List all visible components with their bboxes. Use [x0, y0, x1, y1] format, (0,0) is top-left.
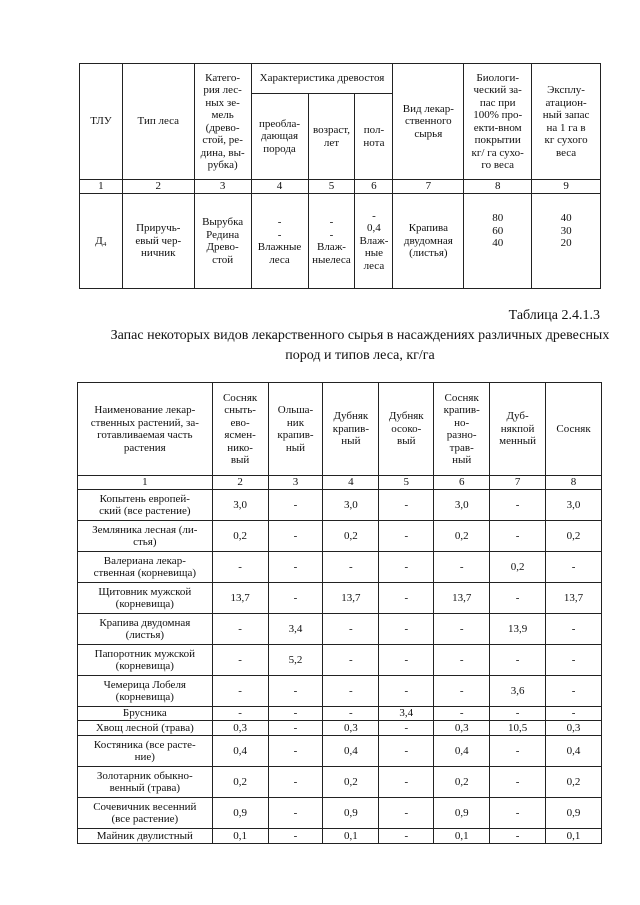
column-number-row: [80, 180, 601, 194]
header-age: возраст, лет: [308, 94, 355, 180]
value-cell: 0,2: [212, 767, 268, 798]
value-cell: 0,2: [546, 767, 602, 798]
value-cell: -: [268, 707, 323, 721]
value-cell: -: [434, 645, 490, 676]
value-cell: -: [490, 798, 546, 829]
col-number: 4: [323, 476, 379, 490]
header-alder-nettle: Ольша- ник крапив- ный: [268, 383, 323, 476]
value-cell: 0,3: [546, 721, 602, 736]
value-cell: 0,3: [434, 721, 490, 736]
value-cell: -: [268, 798, 323, 829]
value-cell: -: [379, 767, 434, 798]
value-cell: -: [434, 552, 490, 583]
table-row: [78, 645, 602, 676]
cell-age: - - Влаж- ныелеса: [308, 194, 355, 289]
cell-exploit-stock: 40 30 20: [532, 194, 601, 289]
plant-name-cell: Валериана лекар- ственная (корневища): [78, 552, 213, 583]
col-number: 3: [268, 476, 323, 490]
header-forest-type: Тип леса: [122, 64, 194, 180]
cell-raw-type: Крапива двудомная (листья): [393, 194, 464, 289]
plant-name-cell: Золотарник обыкно- венный (трава): [78, 767, 213, 798]
value-cell: 13,7: [212, 583, 268, 614]
value-cell: -: [379, 676, 434, 707]
value-cell: -: [379, 521, 434, 552]
table-row: [78, 767, 602, 798]
value-cell: 0,1: [434, 829, 490, 844]
table-number: Таблица 2.4.1.3: [508, 308, 600, 323]
plant-name-cell: Щитовник мужской (корневища): [78, 583, 213, 614]
value-cell: -: [379, 552, 434, 583]
value-cell: 13,7: [546, 583, 602, 614]
value-cell: 0,1: [323, 829, 379, 844]
table-row: [78, 552, 602, 583]
col-number: 5: [379, 476, 434, 490]
value-cell: 0,9: [434, 798, 490, 829]
value-cell: 5,2: [268, 645, 323, 676]
value-cell: -: [490, 583, 546, 614]
value-cell: -: [212, 707, 268, 721]
value-cell: 0,4: [212, 736, 268, 767]
cell-land-category: Вырубка Редина Древо- стой: [194, 194, 251, 289]
col-number: 2: [122, 180, 194, 194]
value-cell: -: [323, 707, 379, 721]
cell-bio-stock: 80 60 40: [464, 194, 532, 289]
value-cell: -: [379, 490, 434, 521]
value-cell: -: [490, 829, 546, 844]
value-cell: 3,0: [212, 490, 268, 521]
value-cell: 3,0: [546, 490, 602, 521]
plant-name-cell: Копытень европей- ский (все растение): [78, 490, 213, 521]
value-cell: 13,7: [434, 583, 490, 614]
value-cell: -: [379, 614, 434, 645]
value-cell: 0,1: [212, 829, 268, 844]
col-number: 9: [532, 180, 601, 194]
table-row: [78, 829, 602, 844]
value-cell: -: [323, 614, 379, 645]
value-cell: 3,4: [379, 707, 434, 721]
header-oak-nettle: Дубняк крапив- ный: [323, 383, 379, 476]
plant-name-cell: Земляника лесная (ли- стья): [78, 521, 213, 552]
value-cell: 10,5: [490, 721, 546, 736]
plant-name-cell: Папоротник мужской (корневища): [78, 645, 213, 676]
value-cell: -: [379, 645, 434, 676]
col-number: 8: [546, 476, 602, 490]
value-cell: -: [490, 645, 546, 676]
forest-characteristics-table: [79, 63, 601, 289]
plant-name-cell: Хвощ лесной (трава): [78, 721, 213, 736]
value-cell: -: [490, 736, 546, 767]
header-pine: Сосняк: [546, 383, 602, 476]
value-cell: 0,2: [434, 767, 490, 798]
header-raw-type: Вид лекар- ственного сырья: [393, 64, 464, 180]
table-body: [78, 490, 602, 844]
value-cell: -: [268, 583, 323, 614]
value-cell: 3,0: [434, 490, 490, 521]
value-cell: -: [546, 645, 602, 676]
value-cell: 13,7: [323, 583, 379, 614]
header-exploit-stock: Эксплу- атацион- ный запас на 1 га в кг сухого веса: [532, 64, 601, 180]
plant-name-cell: Чемерица Лобеля (корневища): [78, 676, 213, 707]
value-cell: -: [268, 721, 323, 736]
value-cell: 3,6: [490, 676, 546, 707]
cell-density: - 0,4 Влаж- ные леса: [355, 194, 393, 289]
header-land-category: Катего- рия лес- ных зе- мель (древо- стой, ре- дина, вы- рубка): [194, 64, 251, 180]
value-cell: -: [268, 829, 323, 844]
value-cell: 0,2: [546, 521, 602, 552]
value-cell: -: [268, 490, 323, 521]
col-number: 7: [490, 476, 546, 490]
col-number: 6: [355, 180, 393, 194]
table-row: [78, 583, 602, 614]
plant-name-cell: Крапива двудомная (листья): [78, 614, 213, 645]
header-tlu: ТЛУ: [80, 64, 123, 180]
value-cell: -: [546, 552, 602, 583]
value-cell: -: [490, 521, 546, 552]
value-cell: -: [434, 707, 490, 721]
table-row: [78, 736, 602, 767]
header-bio-stock: Биологи- ческий за- пас при 100% про- екти-вном покрытии кг/ га сухо- го веса: [464, 64, 532, 180]
col-number: 2: [212, 476, 268, 490]
value-cell: -: [268, 552, 323, 583]
col-number: 1: [80, 180, 123, 194]
value-cell: 0,2: [323, 767, 379, 798]
value-cell: -: [379, 583, 434, 614]
value-cell: 0,1: [546, 829, 602, 844]
value-cell: 0,4: [434, 736, 490, 767]
table-row: [78, 798, 602, 829]
header-density: пол- нота: [355, 94, 393, 180]
cell-forest-type: Приручь- евый чер- ничник: [122, 194, 194, 289]
value-cell: -: [379, 721, 434, 736]
value-cell: -: [379, 798, 434, 829]
column-number-row: [78, 476, 602, 490]
value-cell: -: [212, 614, 268, 645]
value-cell: -: [323, 552, 379, 583]
value-cell: -: [212, 645, 268, 676]
col-number: 1: [78, 476, 213, 490]
value-cell: 0,3: [212, 721, 268, 736]
table-title: Запас некоторых видов лекарственного сырья в насаждениях различных древесных пород и типов леса, кг/га: [110, 328, 610, 363]
col-number: 3: [194, 180, 251, 194]
value-cell: 13,9: [490, 614, 546, 645]
plant-name-cell: Брусника: [78, 707, 213, 721]
value-cell: -: [268, 521, 323, 552]
value-cell: -: [379, 736, 434, 767]
col-number: 4: [251, 180, 308, 194]
value-cell: 0,2: [490, 552, 546, 583]
header-oak-sedge: Дубняк осоко- вый: [379, 383, 434, 476]
value-cell: -: [546, 614, 602, 645]
table-row: [78, 707, 602, 721]
value-cell: 3,0: [323, 490, 379, 521]
plant-name-cell: Сочевичник весенний (все растение): [78, 798, 213, 829]
col-number: 5: [308, 180, 355, 194]
value-cell: -: [323, 676, 379, 707]
value-cell: -: [546, 707, 602, 721]
table-row: [78, 521, 602, 552]
value-cell: -: [268, 676, 323, 707]
value-cell: -: [490, 490, 546, 521]
value-cell: -: [212, 676, 268, 707]
header-pine-goutweed: Сосняк сныть- ево- ясмен- нико- вый: [212, 383, 268, 476]
value-cell: -: [434, 676, 490, 707]
col-number: 6: [434, 476, 490, 490]
table-row: [78, 614, 602, 645]
plant-name-cell: Костяника (все расте- ние): [78, 736, 213, 767]
cell-dominant: - - Влажные леса: [251, 194, 308, 289]
value-cell: 0,2: [323, 521, 379, 552]
value-cell: 0,2: [212, 521, 268, 552]
value-cell: -: [546, 676, 602, 707]
value-cell: -: [379, 829, 434, 844]
value-cell: -: [212, 552, 268, 583]
value-cell: 0,4: [323, 736, 379, 767]
value-cell: -: [490, 707, 546, 721]
header-stand-characteristics: Характеристика древостоя: [251, 64, 393, 94]
header-pine-nettle-herb: Сосняк крапив- но- разно- трав- ный: [434, 383, 490, 476]
header-dominant-species: преобла- дающая порода: [251, 94, 308, 180]
medicinal-stock-table: [77, 382, 602, 844]
value-cell: 0,4: [546, 736, 602, 767]
value-cell: 3,4: [268, 614, 323, 645]
col-number: 8: [464, 180, 532, 194]
plant-name-cell: Майник двулистный: [78, 829, 213, 844]
value-cell: -: [434, 614, 490, 645]
value-cell: -: [490, 767, 546, 798]
col-number: 7: [393, 180, 464, 194]
value-cell: 0,9: [546, 798, 602, 829]
value-cell: -: [323, 645, 379, 676]
table-row: [78, 490, 602, 521]
value-cell: 0,2: [434, 521, 490, 552]
cell-tlu: Д₄: [80, 194, 123, 289]
table-row: [80, 194, 601, 289]
table-row: [78, 721, 602, 736]
value-cell: 0,3: [323, 721, 379, 736]
table-row: [78, 676, 602, 707]
header-plant-name: Наименование лекар- ственных растений, за- готавливаемая часть растения: [78, 383, 213, 476]
value-cell: 0,9: [212, 798, 268, 829]
value-cell: -: [268, 767, 323, 798]
header-oak-floodplain: Дуб- някпой менный: [490, 383, 546, 476]
value-cell: 0,9: [323, 798, 379, 829]
value-cell: -: [268, 736, 323, 767]
